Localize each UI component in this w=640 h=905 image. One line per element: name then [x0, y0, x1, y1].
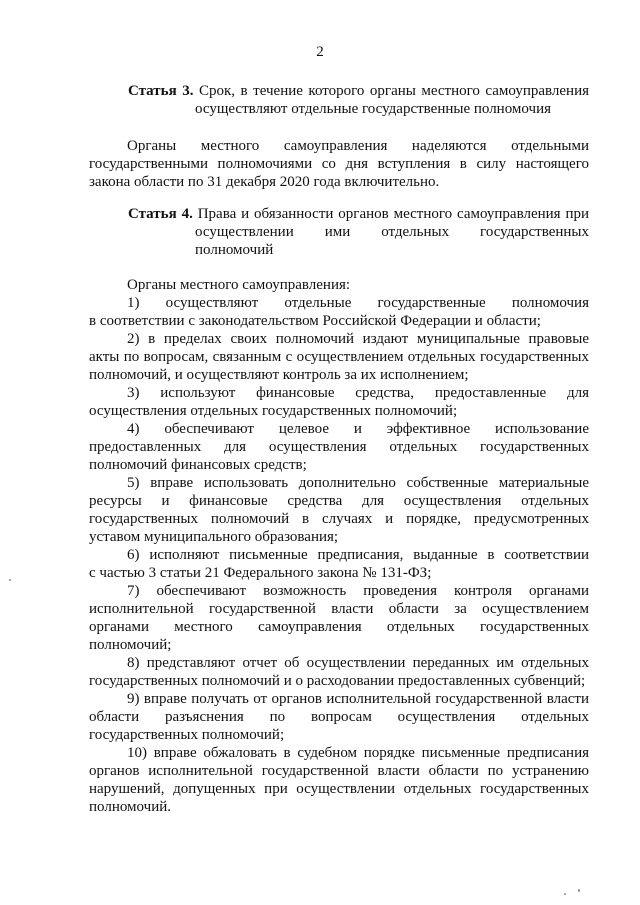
scan-speck	[9, 579, 11, 581]
article-4-title-line-3: полномочий	[195, 242, 274, 258]
article-3-heading	[128, 82, 589, 118]
scan-speck	[564, 893, 566, 895]
article-3-number: Статья 3.	[128, 83, 194, 99]
article-4-body	[89, 276, 589, 816]
list-item-10-line: нарушений, допущенных при осуществлении отдельных государственных	[89, 781, 589, 797]
list-item-10-line: органов исполнительной государственной власти области по устранению	[89, 763, 589, 779]
list-item-7-line: исполнительной государственной власти области за осуществлением	[89, 601, 589, 617]
article-4-number: Статья 4.	[128, 206, 193, 222]
list-item-4-line: полномочий финансовых средств;	[89, 457, 307, 473]
article-4-title-line-2: осуществлении ими отдельных государственных	[195, 224, 589, 240]
list-item-5-line: уставом муниципального образования;	[89, 529, 339, 545]
list-item-1-line: в соответствии с законодательством Российской Федерации и области;	[89, 313, 541, 329]
page-number: 2	[316, 44, 324, 60]
article-3-body-line: закона области по 31 декабря 2020 года включительно.	[89, 174, 440, 190]
list-item-8-line: государственных полномочий и о расходовании предоставленных субвенций;	[89, 673, 586, 689]
article-3-body-line: государственными полномочиями со дня вступления в силу настоящего	[89, 156, 589, 172]
article-3-title-line-1: Статья 3. Срок, в течение которого органы местного самоуправления	[128, 83, 589, 99]
list-item-7-line: полномочий;	[89, 637, 172, 653]
article-3-body	[89, 137, 589, 191]
list-item-6-line: с частью 3 статьи 21 Федерального закона № 131-ФЗ;	[89, 565, 432, 581]
list-item-2-line: акты по вопросам, связанным с осуществлением отдельных государственных	[89, 349, 589, 365]
article-4-intro: Органы местного самоуправления:	[127, 277, 351, 293]
list-item-5-line: ресурсы и финансовые средства для осуществления отдельных	[89, 493, 589, 509]
list-item-4-line: предоставленных для осуществления отдельных государственных	[89, 439, 589, 455]
list-item-2-line: 2) в пределах своих полномочий издают муниципальные правовые	[127, 331, 589, 347]
article-3-body-line: Органы местного самоуправления наделяются отдельными	[127, 138, 589, 154]
list-item-5-line: государственных полномочий в случаях и порядке, предусмотренных	[89, 511, 589, 527]
list-item-10-line: 10) вправе обжаловать в судебном порядке письменные предписания	[127, 745, 589, 761]
list-item-9-line: 9) вправе получать от органов исполнительной государственной власти	[127, 691, 589, 707]
list-item-9-line: государственных полномочий;	[89, 727, 285, 743]
list-item-4-line: 4) обеспечивают целевое и эффективное использование	[127, 421, 589, 437]
article-3-title-line-2: осуществляют отдельные государственные полномочия	[195, 101, 551, 117]
list-item-3-line: осуществления отдельных государственных полномочий;	[89, 403, 458, 419]
list-item-10-line: полномочий.	[89, 799, 172, 815]
list-item-8-line: 8) представляют отчет об осуществлении переданных им отдельных	[127, 655, 589, 671]
list-item-2-line: полномочий, и осуществляют контроль за их исполнением;	[89, 367, 469, 383]
list-item-7-line: 7) обеспечивают возможность проведения контроля органами	[127, 583, 589, 599]
list-item-7-line: органами местного самоуправления отдельных государственных	[89, 619, 589, 635]
article-4-title-line-1: Статья 4. Права и обязанности органов местного самоуправления при	[128, 206, 590, 222]
list-item-1-line: 1) осуществляют отдельные государственные полномочия	[127, 295, 589, 311]
list-item-6-line: 6) исполняют письменные предписания, выданные в соответствии	[127, 547, 589, 563]
article-4-heading	[128, 205, 589, 259]
list-item-3-line: 3) используют финансовые средства, предоставленные для	[127, 385, 589, 401]
list-item-9-line: области разъяснения по вопросам осуществления отдельных	[89, 709, 589, 725]
scan-speck	[578, 889, 580, 892]
list-item-5-line: 5) вправе использовать дополнительно собственные материальные	[127, 475, 589, 491]
